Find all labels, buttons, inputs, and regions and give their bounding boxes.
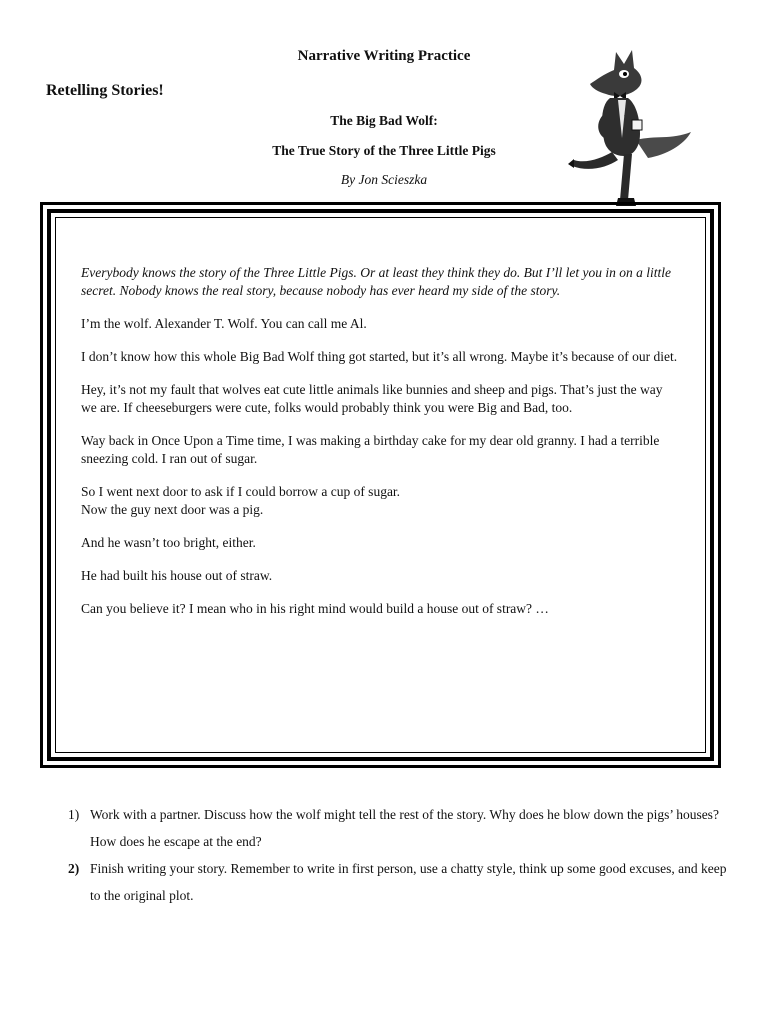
task-number: 2) [68, 861, 80, 876]
story-paragraph: I don’t know how this whole Big Bad Wolf thing got started, but it’s all wrong. Maybe it’s because of our diet. [81, 349, 678, 364]
story-line: Now the guy next door was a pig. [81, 502, 264, 517]
task-item [68, 855, 728, 909]
page-title: Narrative Writing Practice [297, 48, 471, 64]
task-text: Finish writing your story. Remember to write in first person, use a chatty style, think up some good excuses, and keep to the original plot. [90, 861, 727, 903]
book-subtitle: The True Story of the Three Little Pigs [272, 143, 496, 158]
task-number: 1) [68, 807, 80, 822]
section-subtitle: Retelling Stories! [46, 82, 164, 99]
story-paragraph [81, 483, 681, 519]
story-paragraph: And he wasn’t too bright, either. [81, 535, 256, 550]
task-text: Work with a partner. Discuss how the wolf might tell the rest of the story. Why does he blow down the pigs’ houses? How does he escape at the end? [90, 807, 719, 849]
story-line: So I went next door to ask if I could borrow a cup of sugar. [81, 484, 401, 499]
story-paragraph: He had built his house out of straw. [81, 568, 273, 583]
wolf-illustration [566, 40, 696, 210]
book-author: By Jon Scieszka [340, 172, 428, 187]
story-paragraph: Can you believe it? I mean who in his right mind would build a house out of straw? … [81, 601, 549, 616]
task-item [68, 801, 728, 855]
story-paragraph: Way back in Once Upon a Time time, I was making a birthday cake for my dear old granny. I had a terrible sneezing cold. I ran out of sugar. [81, 433, 660, 466]
story-paragraph: I’m the wolf. Alexander T. Wolf. You can call me Al. [81, 316, 367, 331]
story-paragraph: Hey, it’s not my fault that wolves eat cute little animals like bunnies and sheep and pigs. That’s just the way we are. If cheeseburgers were cute, folks would probably think you were Big and Bad, too. [81, 382, 663, 415]
story-text [81, 264, 681, 633]
book-title: The Big Bad Wolf: [330, 113, 438, 128]
story-intro: Everybody knows the story of the Three Little Pigs. Or at least they think they do. But I’ll let you in on a little secret. Nobody knows the real story, because nobody has ever heard my side of the story. [81, 265, 672, 298]
task-list [68, 801, 728, 909]
